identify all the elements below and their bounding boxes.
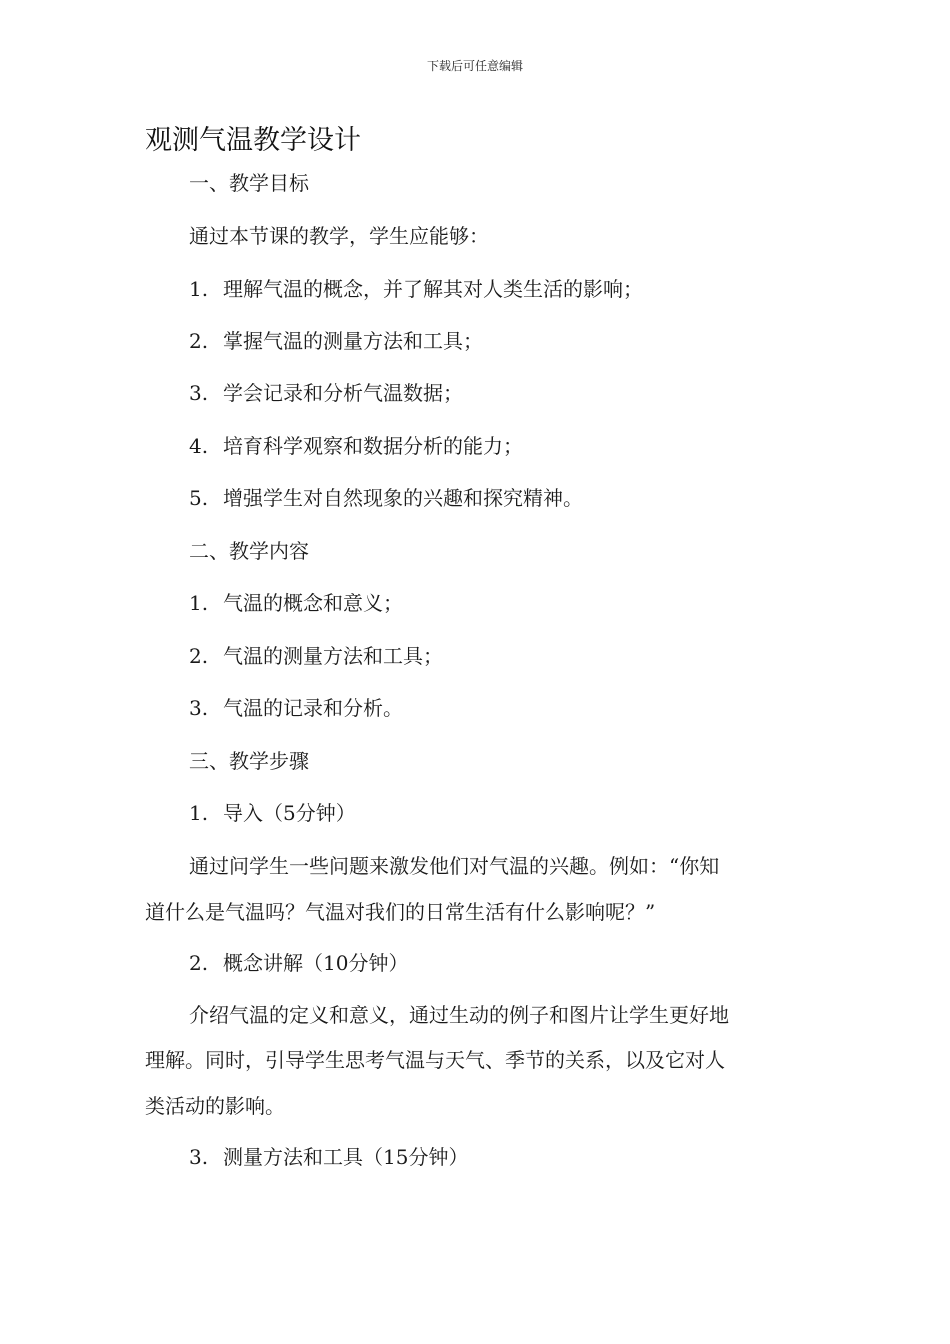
- item-number: 4.: [189, 434, 209, 458]
- objective-item: [189, 381, 463, 405]
- objective-item: [189, 329, 483, 353]
- step-paragraph-line: 理解。同时，引导学生思考气温与天气、季节的关系，以及它对人: [145, 1048, 725, 1072]
- item-number: 3.: [189, 696, 209, 720]
- item-number: 1.: [189, 591, 209, 615]
- step-paragraph-line: 类活动的影响。: [145, 1094, 285, 1118]
- item-text: 气温的测量方法和工具；: [223, 644, 443, 668]
- item-number: 5.: [189, 486, 209, 510]
- item-text: 气温的记录和分析。: [223, 696, 403, 720]
- step-title: [189, 1145, 468, 1169]
- content-item: [189, 644, 443, 668]
- item-text: 增强学生对自然现象的兴趣和探究精神。: [223, 486, 583, 510]
- item-number: 1.: [189, 277, 209, 301]
- step-number: 2.: [189, 951, 209, 975]
- step-number: 3.: [189, 1145, 209, 1169]
- objective-item: [189, 434, 523, 458]
- step-title: [189, 951, 408, 975]
- step-paragraph-line: 通过问学生一些问题来激发他们对气温的兴趣。例如：“你知: [189, 854, 720, 878]
- item-text: 掌握气温的测量方法和工具；: [223, 329, 483, 353]
- step-number: 1.: [189, 801, 209, 825]
- objectives-intro: 通过本节课的教学，学生应能够：: [189, 224, 489, 248]
- step-title-text: 导入（5分钟）: [223, 801, 356, 825]
- item-text: 气温的概念和意义；: [223, 591, 403, 615]
- step-paragraph-line: 介绍气温的定义和意义，通过生动的例子和图片让学生更好地: [189, 1003, 729, 1027]
- item-number: 2.: [189, 329, 209, 353]
- objective-item: [189, 277, 643, 301]
- objective-item: [189, 486, 583, 510]
- step-title-text: 概念讲解（10分钟）: [223, 951, 409, 975]
- section-heading-content: 二、教学内容: [189, 539, 309, 563]
- header-note: 下载后可任意编辑: [426, 59, 523, 73]
- section-heading-objectives: 一、教学目标: [189, 171, 309, 195]
- step-title: [189, 801, 356, 825]
- item-text: 理解气温的概念，并了解其对人类生活的影响；: [223, 277, 643, 301]
- content-item: [189, 696, 403, 720]
- step-title-text: 测量方法和工具（15分钟）: [223, 1145, 469, 1169]
- item-text: 培育科学观察和数据分析的能力；: [223, 434, 523, 458]
- content-item: [189, 591, 403, 615]
- item-number: 3.: [189, 381, 209, 405]
- item-text: 学会记录和分析气温数据；: [223, 381, 463, 405]
- document-title: 观测气温教学设计: [145, 125, 361, 156]
- item-number: 2.: [189, 644, 209, 668]
- section-heading-steps: 三、教学步骤: [189, 749, 309, 773]
- step-paragraph-line: 道什么是气温吗？气温对我们的日常生活有什么影响呢？”: [145, 900, 656, 924]
